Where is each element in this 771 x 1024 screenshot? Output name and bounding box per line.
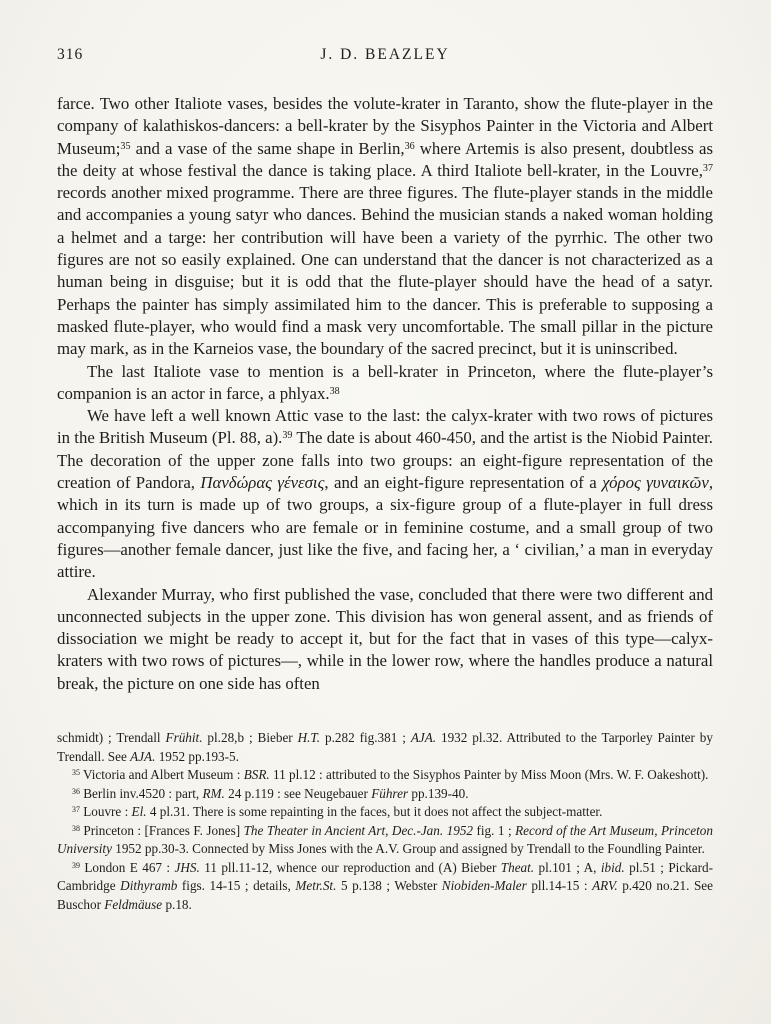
italic-citation: ibid.: [600, 859, 625, 875]
footnote-36: $^{36}$ Berlin inv.4520 : part, RM. 24 p.119 : see Neugebauer Führer pp.139-40.: [72, 785, 469, 801]
footnotes: [57, 729, 713, 914]
italic-citation: Feldmäuse: [104, 896, 163, 912]
paragraph-farce-continuation: farce. Two other Italiote vases, besides the volute-krater in Taranto, show the flute-player in the company of kalathiskos-dancers: a bell-krater by the Sisyphos Painter in the Victoria and Albert Museum;$^{35}$ and a vase of the same shape in Berlin,$^{36}$ where Artemis is also present, doubtless as the deity at whose festival the dance is taking place. A third Italiote bell-krater, in the Louvre,$^{37}$ records another mixed programme. There are three figures. The flute-player stands in the middle and accompanies a young satyr who dances. Behind the musician stands a naked woman holding a helmet and a targe: her contribution will have been a variety of the pyrrhic. The other two figures are not so easily explained. One can understand that the dancer is not characterized as a human being in disguise; but it is odd that the flute-player should have the head of a satyr. Perhaps the painter has simply assimilated him to the dancer. This is preferable to supposing a masked flute-player, who would find a mask very uncomfortable. The small pillar in the picture may mark, as in the Karneios vase, the boundary of the sacred precinct, but it is uninscribed.: [57, 94, 713, 359]
italic-citation: JHS.: [174, 859, 200, 875]
italic-citation: χόρος γυναικῶν: [602, 473, 709, 493]
italic-citation: Metr.St.: [295, 878, 337, 894]
body-text: [57, 93, 713, 695]
italic-citation: RM.: [202, 785, 225, 801]
paragraph-alexander-murray: Alexander Murray, who first published the vase, concluded that there were two different and unconnected subjects in the upper zone. This division has won general assent, and as friends of dissociation we might be ready to accept it, but for the fact that in vases of this type—calyx-kraters with two rows of pictures—, while in the lower row, where the handles produce a natural break, the picture on one side has often: [57, 584, 713, 693]
italic-citation: Πανδώρας γένεσις: [200, 473, 325, 493]
running-head-author: J. D. BEAZLEY: [320, 46, 450, 63]
footnote-35: $^{35}$ Victoria and Albert Museum : BSR. 11 pl.12 : attributed to the Sisyphos Painter by Miss Moon (Mrs. W. F. Oakeshott).: [72, 767, 709, 783]
footnote-39: $^{39}$ London E 467 : JHS. 11 pll.11-12, whence our reproduction and (A) Bieber Theat. pl.101 ; A, ibid. pl.51 ; Pickard-Cambridge Dithyramb figs. 14-15 ; details, Metr.St. 5 p.138 ; Webster Niobiden-Maler pll.14-15 : ARV. p.420 no.21. See Buschor Feldmäuse p.18.: [57, 859, 714, 912]
italic-citation: Führer: [371, 785, 409, 801]
italic-citation: Frühit.: [165, 730, 203, 746]
footnote-continuation: schmidt) ; Trendall Frühit. pl.28,b ; Bieber H.T. p.282 fig.381 ; AJA. 1932 pl.32. Attributed to the Tarporley Painter by Trendall. See AJA. 1952 pp.193-5.: [57, 730, 713, 764]
footnote-ref-number: 37: [72, 805, 80, 815]
footnote-ref-number: 35: [72, 768, 80, 778]
footnote-ref-number: 36: [72, 786, 80, 796]
footnote-ref-number: 39: [282, 430, 293, 442]
italic-citation: The Theater in Ancient Art, Dec.-Jan. 1952: [243, 822, 474, 838]
footnote-ref-number: 36: [404, 140, 415, 152]
italic-citation: ARV.: [592, 878, 618, 894]
italic-citation: Theat.: [500, 859, 535, 875]
italic-citation: Dithyramb: [120, 878, 178, 894]
running-header: [57, 46, 713, 66]
paragraph-niobid-painter: We have left a well known Attic vase to the last: the calyx-krater with two rows of pictures in the British Museum (Pl. 88, a).$^{39}$ The date is about 460-450, and the artist is the Niobid Painter. The decoration of the upper zone falls into two groups: an eight-figure representation of the creation of Pandora, Πανδώρας γένεσις, and an eight-figure representation of a χόρος γυναικῶν, which in its turn is made up of two groups, a six-figure group of a flute-player in full dress accompanying five dancers who are female or in feminine costume, and a small group of two figures—another female dancer, just like the five, and facing her, a ‘ civilian,’ a man in everyday attire.: [57, 406, 714, 582]
page-number: 316: [57, 46, 84, 63]
footnote-37: $^{37}$ Louvre : El. 4 pl.31. There is some repainting in the faces, but it does not affect the subject-matter.: [72, 804, 603, 820]
italic-citation: El.: [131, 804, 147, 820]
footnote-ref-number: 37: [702, 162, 713, 174]
italic-citation: H.T.: [297, 730, 321, 746]
italic-citation: AJA.: [410, 730, 437, 746]
italic-citation: Record of the Art Museum, Princeton University: [57, 822, 713, 857]
italic-citation: AJA.: [130, 748, 156, 764]
footnote-ref-number: 39: [72, 860, 80, 870]
italic-citation: Niobiden-Maler: [441, 878, 527, 894]
footnote-38: $^{38}$ Princeton : [Frances F. Jones] The Theater in Ancient Art, Dec.-Jan. 1952 fig. 1 ; Record of the Art Museum, Princeton University 1952 pp.30-3. Connected by Miss Jones with the A.V. Group and assigned by Trendall to the Foundling Painter.: [57, 822, 713, 857]
footnote-ref-number: 38: [72, 823, 80, 833]
italic-citation: BSR.: [243, 767, 270, 783]
footnote-ref-number: 38: [329, 385, 340, 397]
footnote-ref-number: 35: [120, 140, 131, 152]
paragraph-princeton: The last Italiote vase to mention is a bell-krater in Princeton, where the flute-player’s companion is an actor in farce, a phlyax.$^{38}$: [57, 361, 713, 403]
